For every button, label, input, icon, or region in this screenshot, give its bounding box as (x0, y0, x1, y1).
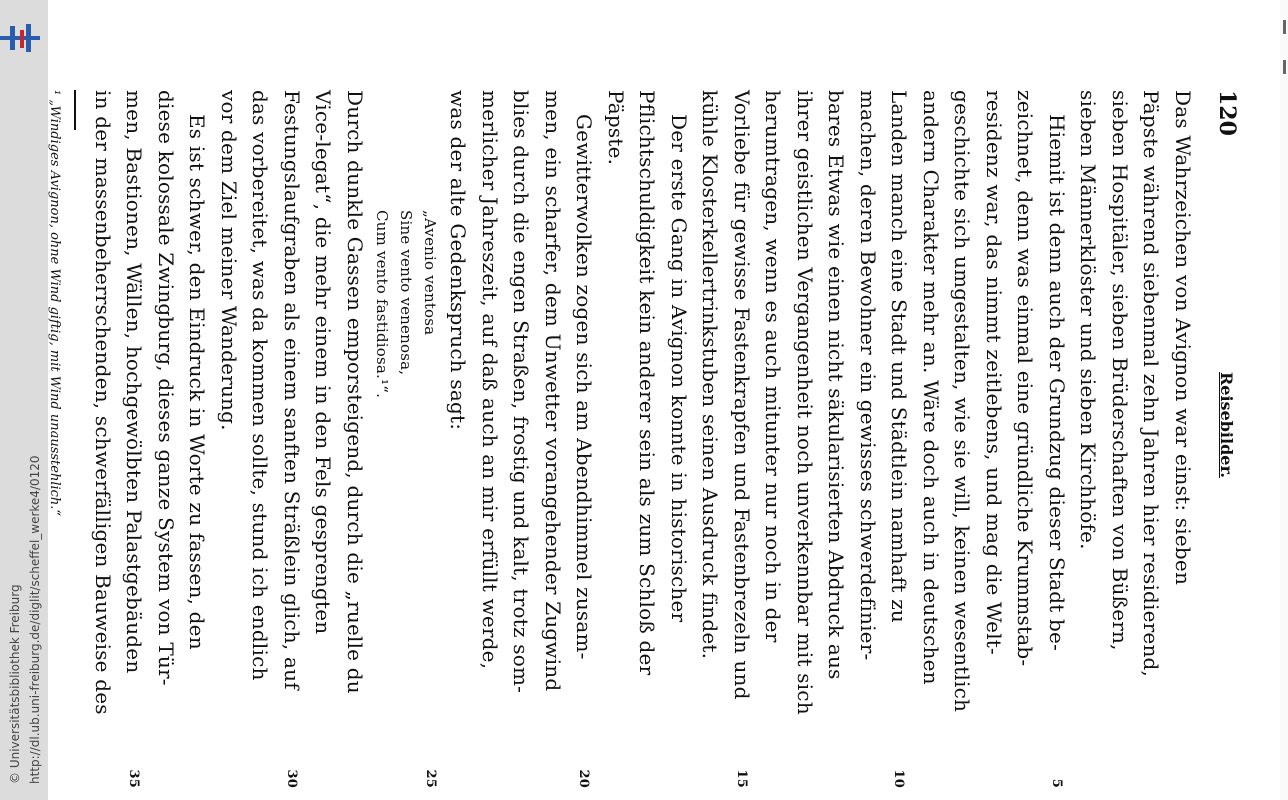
text-line (1041, 90, 1073, 788)
line-text: Landen manch eine Stadt und Städtlein namhaft zu (887, 90, 912, 624)
line-number: 20 (576, 769, 592, 788)
text-line (852, 90, 884, 760)
line-text: sieben Hospitäler, sieben Brüderschaften von Büßern, (1108, 90, 1132, 651)
line-text: in der massenbeherrschenden, schwerfälligen Bauweise des (91, 90, 115, 715)
line-text: men, Bastionen, Wällen, hochgewölbten Palastgebäuden (122, 90, 147, 674)
text-line (1135, 90, 1167, 760)
line-text: Päpste. (604, 90, 628, 166)
line-text: blies durch die engen Straßen, frostig und kalt, trotz som- (509, 90, 534, 694)
line-text: vor dem Ziel meiner Wanderung. (217, 90, 241, 431)
line-text: Sine vento venenosa, (397, 210, 415, 376)
text-line (537, 90, 569, 760)
line-text: Pflichtschuldigkeit kein anderer sein als zum Schloß der (635, 90, 660, 676)
footnote-rule (75, 90, 77, 130)
text-line (505, 90, 537, 760)
line-text: „Avenio ventosa (421, 210, 439, 336)
line-text: ihrer geistlichen Vergangenheit noch unverkennbar mit sich (793, 90, 817, 715)
line-text: Der erste Gang in Avignon konnte in historischer (667, 114, 691, 623)
line-number: 35 (126, 769, 142, 788)
text-line (394, 90, 418, 760)
line-text: merlicher Jahreszeit, auf daß auch an mir erfüllt werde, (478, 90, 502, 670)
copyright-notice: © Universitätsbibliothek Freiburg (8, 584, 22, 784)
text-line (915, 90, 947, 760)
text-line (694, 90, 726, 760)
text-line (1072, 90, 1104, 760)
text-line (418, 90, 442, 788)
text-line (789, 90, 821, 760)
footnote: ¹ „Windiges Avignon, ohne Wind giftig, mit Wind unausstehlich.“ (47, 90, 63, 517)
page-number: 120 (1214, 90, 1240, 136)
text-line (87, 90, 119, 760)
text-line (370, 90, 394, 760)
line-number: 5 (1049, 778, 1064, 788)
line-text: was der alte Gedenkspruch sagt: (446, 90, 471, 431)
book-page (43, 90, 1241, 788)
line-text: men, ein scharfer, dem Unwetter vorangehender Zugwind (541, 90, 565, 692)
line-text: herumtragen, wenn es auch mitunter nur noch in der (761, 90, 786, 643)
text-line (442, 90, 474, 760)
line-text: geschichte sich umgestalten, wie sie will, keinen wesentlich (950, 90, 975, 713)
text-line (978, 90, 1010, 760)
text-line (820, 90, 852, 760)
line-text: Cum vento fastidiosa.¹“. (373, 210, 391, 399)
scrollbar-edge[interactable] (1280, 0, 1288, 800)
text-line (244, 90, 276, 760)
text-line (307, 90, 339, 760)
viewer-sidebar (0, 0, 48, 800)
text-line (1009, 90, 1041, 760)
line-text: Das Wahrzeichen von Avignon war einst: sieben (1171, 90, 1195, 586)
line-number: 10 (891, 769, 907, 788)
line-text: Festungslaufgraben als einem sanften Sträßlein glich, auf (280, 90, 304, 690)
text-body (87, 90, 1199, 788)
text-line (1104, 90, 1136, 760)
line-text: andern Charakter mehr an. Wäre doch auch in deutschen (919, 90, 943, 685)
source-url[interactable]: http://dl.ub.uni-freiburg.de/diglit/scheffel_werke4/0120 (28, 455, 42, 784)
running-head: Reisebilder. (1217, 372, 1236, 478)
library-logo-icon (0, 22, 48, 54)
line-text: Hiemit ist denn auch der Grundzug dieser Stadt be- (1045, 114, 1069, 652)
text-line (339, 90, 371, 760)
line-text: Es ist schwer, den Eindruck in Worte zu fassen, den (185, 114, 210, 650)
line-text: zeichnet, denn was einmal eine gründliche Krummstab- (1013, 90, 1038, 667)
line-text: Gewitterwolken zogen sich am Abendhimmel zusam- (572, 114, 597, 660)
line-number: 15 (734, 769, 749, 788)
text-line (181, 90, 213, 760)
line-text: Vice-legat“, die mehr einem in den Fels gesprengten (311, 90, 336, 635)
line-number: 25 (423, 769, 438, 788)
line-text: bares Etwas wie einen nicht säkularisierten Abdruck aus (824, 90, 849, 680)
line-text: sieben Männerklöster und sieben Kirchhöfe. (1076, 90, 1101, 550)
text-line (757, 90, 789, 760)
text-line (600, 90, 632, 760)
line-text: kühle Klosterkellertrinkstuben seinen Ausdruck findet. (698, 90, 723, 660)
text-line (946, 90, 978, 760)
text-line (276, 90, 308, 788)
text-line (118, 90, 150, 788)
text-line (150, 90, 182, 760)
text-line (726, 90, 758, 788)
line-text: Vorliebe für gewisse Fastenkrapfen und Fastenbrezeln und (730, 90, 754, 700)
line-text: das vorbereitet, was da kommen sollte, stund ich endlich (248, 90, 273, 681)
page-header (1206, 90, 1240, 760)
line-text: residenz war, das nimmt zeitlebens, und mag die Welt- (982, 90, 1006, 655)
text-line (568, 90, 600, 788)
text-line (474, 90, 506, 760)
text-line (1167, 90, 1199, 760)
scroll-marker (1283, 60, 1286, 74)
text-line (213, 90, 245, 760)
text-line (883, 90, 915, 788)
scroll-marker (1283, 20, 1286, 34)
line-text: Päpste während siebenmal zehn Jahren hier residierend, (1139, 90, 1164, 678)
line-number: 30 (284, 769, 299, 788)
line-text: diese kolossale Zwingburg, dieses ganze System von Tür- (154, 90, 178, 686)
line-text: Durch dunkle Gassen emporsteigend, durch die „ruelle du (343, 90, 367, 694)
text-line (631, 90, 663, 760)
line-text: machen, deren Bewohner ein gewisses schwerdefinier- (856, 90, 880, 661)
text-line (663, 90, 695, 760)
